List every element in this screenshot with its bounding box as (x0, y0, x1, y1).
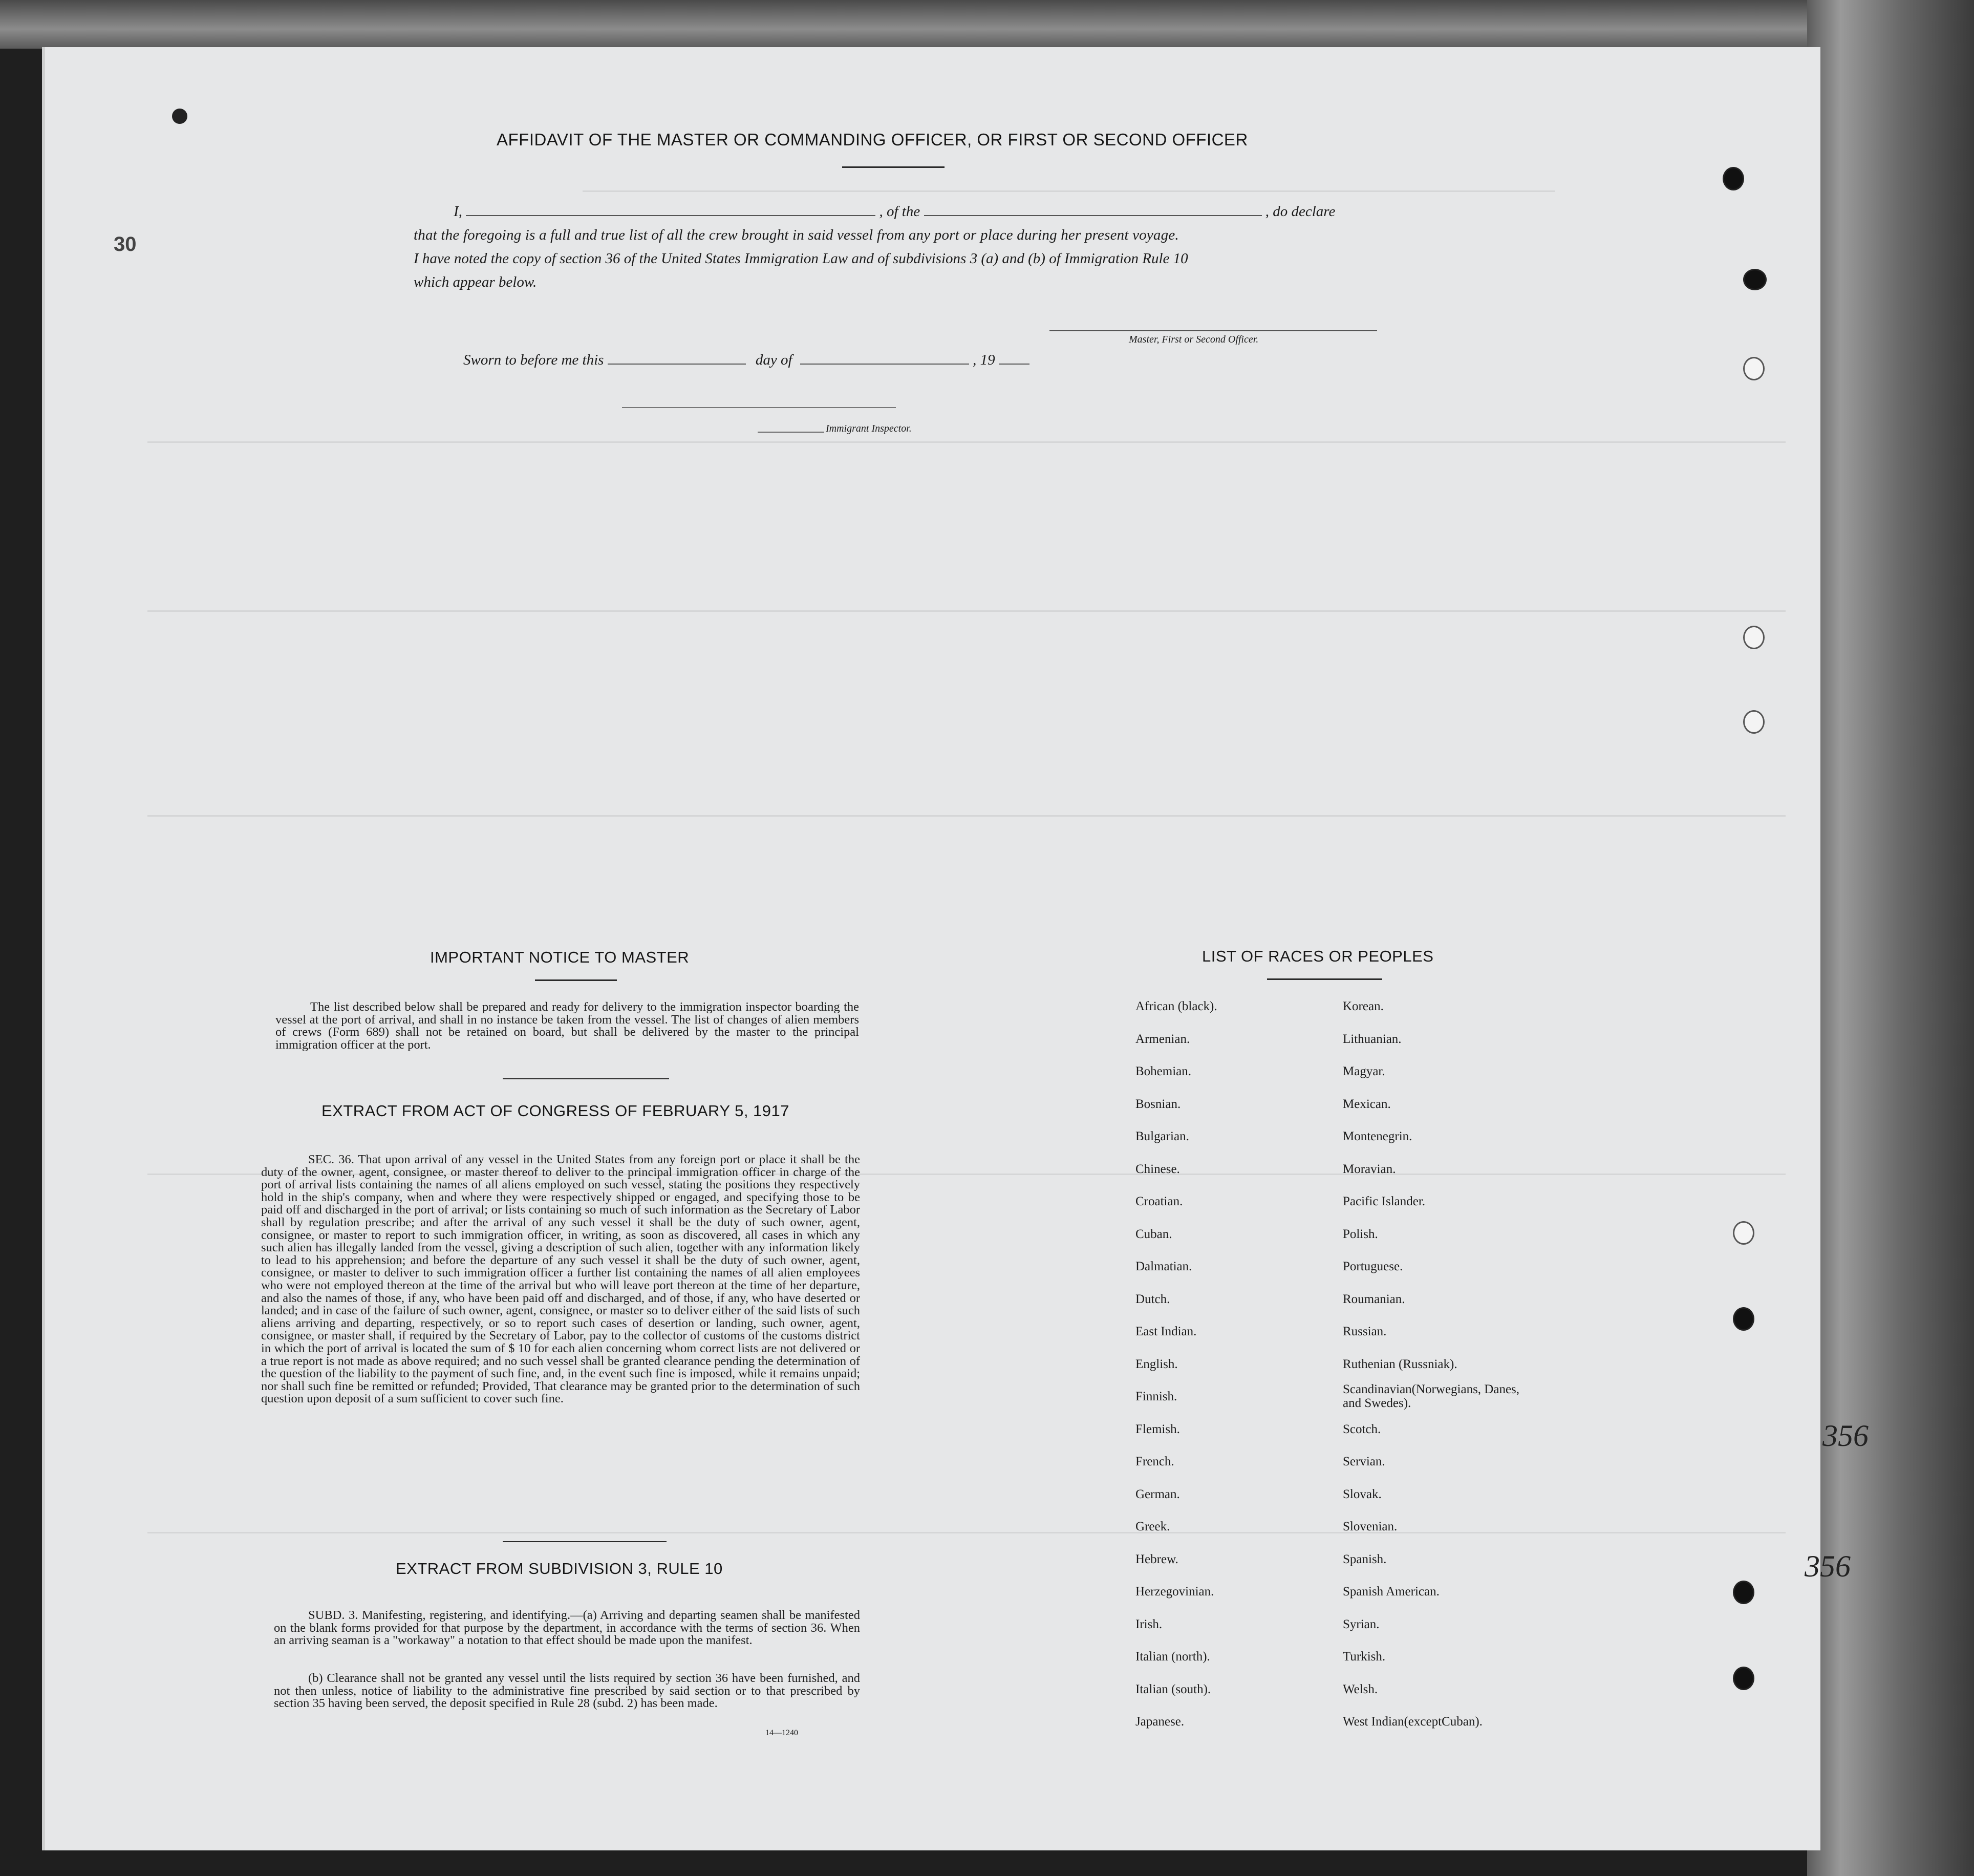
race-item: Bosnian. (1135, 1097, 1181, 1111)
of-the-label: , of the (879, 203, 920, 220)
binder-clip-icon (1743, 269, 1767, 290)
race-item: Bohemian. (1135, 1064, 1192, 1078)
race-item: Italian (north). (1135, 1650, 1210, 1664)
race-item: Slovak. (1343, 1487, 1382, 1501)
scan-background-top (0, 0, 1974, 49)
inspector-caption-rule (758, 432, 824, 433)
affidavit-declaration (414, 200, 1376, 294)
race-item: Flemish. (1135, 1422, 1180, 1436)
race-item: East Indian. (1135, 1325, 1197, 1338)
bleed-through-line (583, 190, 1555, 192)
race-item: Finnish. (1135, 1390, 1177, 1403)
race-item: Korean. (1343, 999, 1384, 1013)
race-item: Spanish. (1343, 1552, 1387, 1566)
race-item: Scandinavian(Norwegians, Danes, and Swedes). (1343, 1382, 1520, 1410)
margin-note: 356 (1822, 1419, 1869, 1453)
rule-para-a: SUBD. 3. Manifesting, registering, and identifying.—(a) Arriving and departing seamen shall be manifested on the blank forms provided for that purpose by the department, in accordance with the terms of section 36. When an arriving seaman is a "workaway" a notation to that effect should be made upon the manifest. (274, 1608, 860, 1648)
race-item: Pacific Islander. (1343, 1195, 1426, 1208)
vessel-name-field[interactable] (924, 202, 1262, 216)
rule-title: EXTRACT FROM SUBDIVISION 3, RULE 10 (396, 1560, 723, 1577)
signature-caption: Master, First or Second Officer. (1129, 334, 1259, 345)
notice-title: IMPORTANT NOTICE TO MASTER (430, 948, 690, 966)
sworn-month-field[interactable] (800, 350, 969, 365)
race-item: Servian. (1343, 1455, 1385, 1468)
race-item: Scotch. (1343, 1422, 1381, 1436)
race-item: Cuban. (1135, 1227, 1172, 1241)
race-item: Moravian. (1343, 1162, 1396, 1176)
binder-hole-icon (1733, 1221, 1754, 1245)
sworn-label: Sworn to before me this (463, 352, 604, 368)
form-number: 14—1240 (765, 1729, 798, 1737)
race-item: Portuguese. (1343, 1260, 1403, 1273)
do-declare-label: , do declare (1265, 203, 1336, 220)
binder-hole-icon (1743, 357, 1765, 380)
affidavit-title: AFFIDAVIT OF THE MASTER OR COMMANDING OFFICER, OR FIRST OR SECOND OFFICER (497, 130, 1248, 149)
binder-hole-icon (1723, 167, 1744, 190)
i-label: I, (454, 203, 462, 220)
declaration-first-line (414, 200, 1376, 223)
scan-background-right (1807, 0, 1974, 1876)
race-item: Irish. (1135, 1617, 1163, 1631)
race-item: Montenegrin. (1343, 1129, 1412, 1143)
race-item: Polish. (1343, 1227, 1378, 1241)
margin-note: 356 (1805, 1549, 1851, 1583)
races-title: LIST OF RACES OR PEOPLES (1202, 947, 1434, 965)
notice-rule (535, 979, 617, 981)
race-item: Spanish American. (1343, 1585, 1440, 1598)
binder-hole-icon (1733, 1307, 1754, 1331)
day-of-label: day of (755, 352, 792, 368)
race-item: English. (1135, 1357, 1178, 1371)
race-item: West Indian(exceptCuban). (1343, 1715, 1483, 1729)
race-item: Dutch. (1135, 1292, 1170, 1306)
race-item: Slovenian. (1343, 1520, 1398, 1533)
section-divider (503, 1078, 669, 1079)
bleed-through-line (147, 441, 1786, 443)
race-item: Bulgarian. (1135, 1129, 1189, 1143)
binder-hole-icon (1733, 1667, 1754, 1690)
race-item: German. (1135, 1487, 1180, 1501)
race-item: Japanese. (1135, 1715, 1185, 1729)
declaration-line: which appear below. (414, 274, 537, 290)
race-item: Italian (south). (1135, 1682, 1211, 1696)
year-label: , 19 (973, 352, 995, 368)
race-item: Croatian. (1135, 1195, 1183, 1208)
bleed-through-line (147, 815, 1786, 817)
race-item: Hebrew. (1135, 1552, 1178, 1566)
binder-hole-icon (1733, 1581, 1754, 1604)
race-item: Magyar. (1343, 1064, 1385, 1078)
race-item: Mexican. (1343, 1097, 1391, 1111)
race-item: Turkish. (1343, 1650, 1386, 1664)
race-item: Chinese. (1135, 1162, 1180, 1176)
section-divider (503, 1541, 667, 1542)
race-item: Syrian. (1343, 1617, 1380, 1631)
sworn-year-field[interactable] (999, 350, 1029, 365)
race-item: French. (1135, 1455, 1174, 1468)
document-page (42, 47, 1820, 1850)
declaration-line: I have noted the copy of section 36 of the United States Immigration Law and of subdivisions 3 (a) and (b) of Immigration Rule 10 (414, 250, 1188, 267)
margin-number: 30 (114, 233, 137, 255)
race-item: Lithuanian. (1343, 1032, 1402, 1046)
title-rule (842, 166, 945, 168)
inspector-signature-line[interactable] (622, 407, 896, 408)
binder-hole-icon (1743, 710, 1765, 734)
inspector-caption: Immigrant Inspector. (826, 423, 912, 434)
sworn-line (463, 348, 1029, 372)
act-text: SEC. 36. That upon arrival of any vessel in the United States from any foreign port or place it shall be the duty of the owner, agent, consignee, or master thereof to deliver to the principal immigration officer in charge of the port of arrival lists containing the names of all aliens employed on such vessel, stating the positions they respectively hold in the ship's company, when and where they were respectively shipped or engaged, and specifying those to be paid off and discharged in the port of arrival; or lists containing so much of such information as the Secretary of Labor shall by regulation prescribe; and after the arrival of any such vessel it shall be the duty of such owner, agent, consignee, or master to report to such immigration officer, in writing, as soon as discovered, all cases in which any such alien has illegally landed from the vessel, giving a description of such alien, together with any information likely to lead to his apprehension; and before the departure of any such vessel it shall be the duty of such owner, agent, consignee, or master to deliver to such immigration officer a further list containing the names of all alien employees who were not employed thereon at the time of the arrival but who will leave port thereon at the time of her departure, and also the names of those, if any, who have been paid off and discharged, and of those, if any, who have deserted or landed; and in case of the failure of such owner, agent, consignee, or master so to deliver either of the said lists of such aliens arriving and departing, respectively, or so to report such cases of desertion or landing, such owner, agent, consignee, or master shall, if required by the Secretary of Labor, pay to the collector of customs of the customs district in which the port of arrival is located the sum of $ 10 for each alien concerning whom correct lists are not delivered or a true report is not made as above required; and no such vessel shall be granted clearance pending the determination of the question of the liability to the payment of such fine, and, in the event such fine is imposed, while it remains unpaid; nor shall such fine be remitted or refunded; Provided, That clearance may be granted prior to the determination of such question upon deposit of a sum sufficient to cover such fine. (261, 1153, 860, 1406)
race-item: Herzegovinian. (1135, 1585, 1214, 1598)
binder-hole-icon (1743, 626, 1765, 649)
race-item: Greek. (1135, 1520, 1170, 1533)
notice-text: The list described below shall be prepared and ready for delivery to the immigration inspector boarding the vessel at the port of arrival, and shall in no instance be taken from the vessel. The list of changes of alien members of crews (Form 689) shall not be retained on board, but shall be delivered by the master to the principal immigration officer at the port. (275, 1000, 859, 1052)
race-item: Dalmatian. (1135, 1260, 1192, 1273)
race-item: Armenian. (1135, 1032, 1190, 1046)
race-item: Roumanian. (1343, 1292, 1405, 1306)
bleed-through-line (147, 610, 1786, 612)
master-name-field[interactable] (466, 202, 875, 216)
race-item: African (black). (1135, 999, 1217, 1013)
bleed-through-line (147, 1532, 1786, 1533)
master-signature-line[interactable] (1049, 330, 1377, 331)
ink-spot (172, 109, 187, 124)
races-rule (1267, 978, 1382, 980)
act-title: EXTRACT FROM ACT OF CONGRESS OF FEBRUARY 5, 1917 (321, 1102, 790, 1120)
rule-para-b: (b) Clearance shall not be granted any vessel until the lists required by section 36 have been furnished, and not then unless, notice of liability to the administrative fine prescribed by said section or to that prescribed by section 35 having been served, the deposit specified in Rule 28 (subd. 2) has been made. (274, 1671, 860, 1711)
race-item: Ruthenian (Russniak). (1343, 1357, 1457, 1371)
race-item: Russian. (1343, 1325, 1387, 1338)
race-item: Welsh. (1343, 1682, 1378, 1696)
declaration-line: that the foregoing is a full and true list of all the crew brought in said vessel from any port or place during her present voyage. (414, 227, 1179, 243)
sworn-day-field[interactable] (608, 350, 746, 365)
